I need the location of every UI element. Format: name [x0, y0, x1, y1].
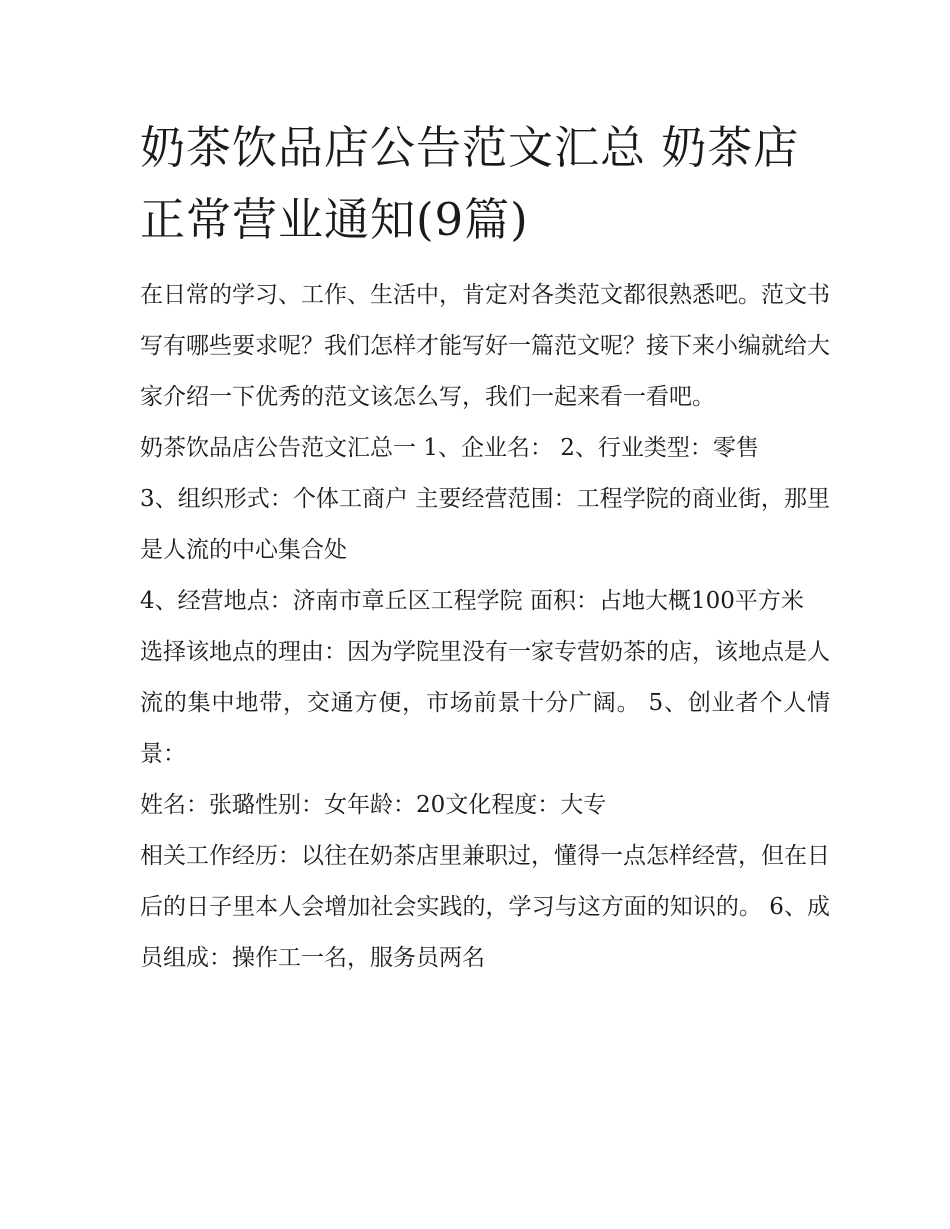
paragraph-company-industry: 奶茶饮品店公告范文汇总一 1、企业名： 2、行业类型：零售	[140, 435, 759, 461]
paragraph-location-area: 4、经营地点：济南市章丘区工程学院 面积：占地大概100平方米	[140, 588, 804, 614]
paragraph-organization-scope: 3、组织形式：个体工商户 主要经营范围：工程学院的商业街，那里是人流的中心集合处	[140, 486, 830, 563]
document-body	[140, 270, 830, 984]
document-page	[140, 112, 830, 984]
paragraph-work-experience: 相关工作经历：以往在奶茶店里兼职过，懂得一点怎样经营，但在日后的日子里本人会增加社会实践的，学习与这方面的知识的。 6、成员组成：操作工一名，服务员两名	[140, 843, 830, 971]
intro-paragraph: 在日常的学习、工作、生活中，肯定对各类范文都很熟悉吧。范文书写有哪些要求呢？我们怎样才能写好一篇范文呢？接下来小编就给大家介绍一下优秀的范文该怎么写，我们一起来看一看吧。	[140, 282, 830, 410]
paragraph-personal-info: 姓名：张璐性别：女年龄：20文化程度：大专	[140, 792, 607, 818]
paragraph-location-reason: 选择该地点的理由：因为学院里没有一家专营奶茶的店，该地点是人流的集中地带，交通方便，市场前景十分广阔。 5、创业者个人情景：	[140, 639, 830, 767]
document-title: 奶茶饮品店公告范文汇总 奶茶店正常营业通知(9篇)	[140, 121, 800, 246]
